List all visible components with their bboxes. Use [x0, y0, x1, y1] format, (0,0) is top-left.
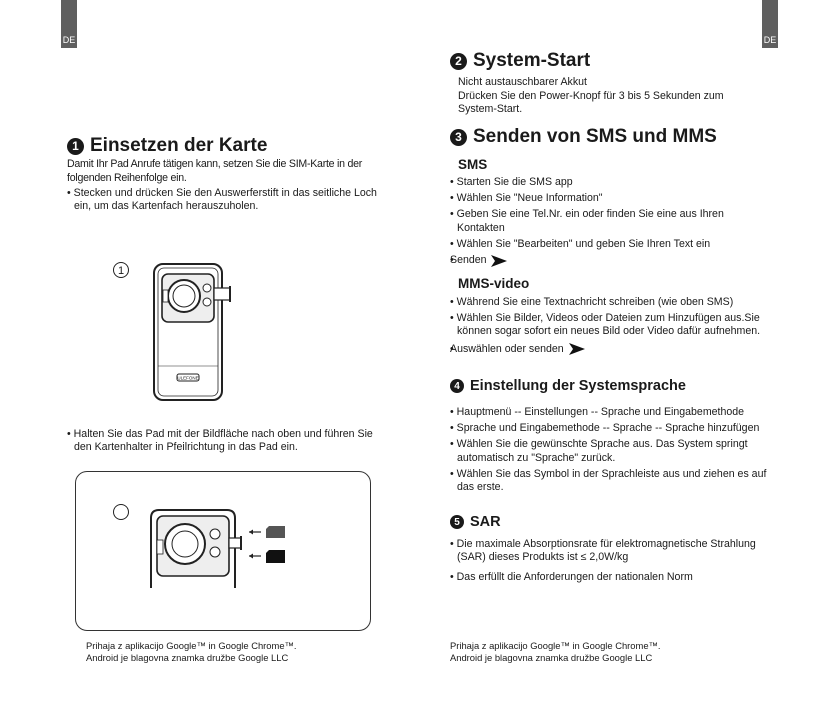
section-2-heading [450, 50, 590, 72]
send-arrow-icon [491, 255, 507, 267]
left-footer [86, 640, 376, 665]
mms-subheading: MMS-video [458, 276, 530, 291]
list-item-text: • Senden [450, 254, 487, 267]
mms-list [450, 296, 780, 356]
list-item: • Wählen Sie "Neue Information" [450, 192, 750, 205]
list-item: • Wählen Sie das Symbol in der Sprachleiste aus und ziehen es auf das erste. [450, 468, 777, 494]
phone-back-illustration [150, 262, 240, 402]
section-4-heading [450, 378, 686, 394]
list-item: • Hauptmenü -- Einstellungen -- Sprache und Eingabemethode [450, 406, 780, 419]
language-tab-right: DE [762, 0, 778, 48]
sms-subheading: SMS [458, 157, 488, 172]
sms-list [450, 176, 750, 267]
section-1-heading [67, 135, 267, 157]
list-item [450, 343, 780, 356]
right-footer [450, 640, 750, 665]
list-item: • Das erfüllt die Anforderungen der nationalen Norm [450, 571, 780, 584]
section-title: Senden von SMS und MMS [473, 126, 717, 147]
section-5-heading [450, 514, 501, 530]
section-number-badge: 4 [450, 379, 464, 393]
list-item: • Geben Sie eine Tel.Nr. ein oder finden Sie eine aus Ihren Kontakten [450, 208, 750, 234]
step-1-text: • Stecken und drücken Sie den Auswerferstift in das seitliche Loch ein, um das Kartenfach herauszuholen. [67, 187, 379, 213]
list-item: • Sprache und Eingabemethode -- Sprache -- Sprache hinzufügen [450, 422, 780, 435]
sar-list [450, 538, 780, 585]
section-title: SAR [470, 514, 501, 530]
send-arrow-icon [569, 343, 585, 355]
section-number-badge: 3 [450, 129, 467, 146]
section-3-heading [450, 126, 717, 148]
text-line: Drücken Sie den Power-Knopf für 3 bis 5 Sekunden zum System-Start. [458, 89, 724, 116]
section-title: System-Start [473, 50, 591, 71]
section-1-intro: Damit Ihr Pad Anrufe tätigen kann, setzen Sie die SIM-Karte in der folgenden Reihenfolge ein. [67, 158, 363, 184]
sim-insert-illustration [145, 508, 295, 588]
footer-line: Android je blagovna znamka družbe Google LLC [86, 652, 289, 664]
text-line: Nicht austauschbarer Akkut [458, 76, 587, 88]
section-title: Einsetzen der Karte [90, 135, 268, 156]
step-2-text: • Halten Sie das Pad mit der Bildfläche nach oben und führen Sie den Kartenhalter in Pfeilrichtung in das Pad ein. [67, 428, 384, 454]
list-item: • Wählen Sie Bilder, Videos oder Dateien zum Hinzufügen aus.Sie können sogar sofort ein neues Bild oder Video dafür aufnehmen. [450, 312, 780, 338]
section-2-text [458, 76, 753, 117]
section-title: Einstellung der Systemsprache [470, 378, 686, 394]
section-number-badge: 5 [450, 515, 464, 529]
footer-line: Android je blagovna znamka družbe Google LLC [450, 652, 653, 664]
figure-2-step-circle [113, 504, 129, 520]
language-list [450, 406, 780, 494]
footer-line: Prihaja z aplikacijo Google™ in Google Chrome™. [86, 640, 297, 651]
list-item: • Die maximale Absorptionsrate für elektromagnetische Strahlung (SAR) dieses Produkts ist ≤ 2,0W/kg [450, 538, 780, 564]
list-item: • Während Sie eine Textnachricht schreiben (wie oben SMS) [450, 296, 780, 309]
figure-1-step-label: 1 [113, 262, 129, 278]
list-item: • Wählen Sie die gewünschte Sprache aus. Das System springt automatisch zu "Sprache" zurück. [450, 438, 777, 464]
phone-brand-badge: ULEFONE [177, 375, 199, 381]
footer-line: Prihaja z aplikacijo Google™ in Google Chrome™. [450, 640, 661, 651]
list-item: • Starten Sie die SMS app [450, 176, 750, 189]
list-item: • Wählen Sie "Bearbeiten" und geben Sie Ihren Text ein [450, 238, 750, 251]
language-tab-left: DE [61, 0, 77, 48]
section-number-badge: 2 [450, 53, 467, 70]
section-number-badge: 1 [67, 138, 84, 155]
list-item-text: • Auswählen oder senden [450, 342, 564, 355]
list-item [450, 254, 750, 267]
